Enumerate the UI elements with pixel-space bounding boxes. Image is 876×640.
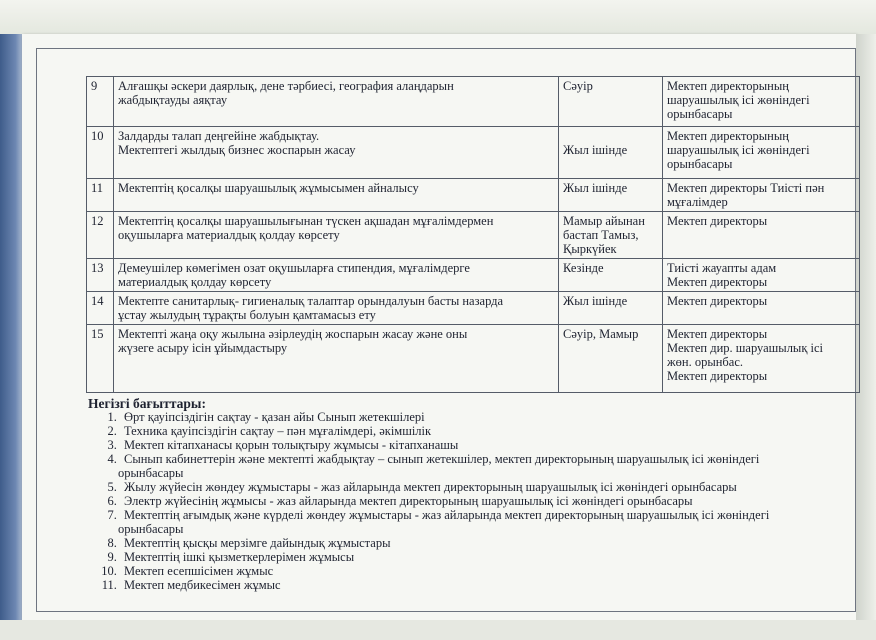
table-row (87, 179, 860, 212)
responsible-cell-line: Мектеп директоры (667, 327, 768, 341)
responsible-cell-line: Мектеп директорының (667, 129, 789, 143)
task-cell-line: Мектептің қосалқы шаруашылығынан түскен ақшадан мұғалімдермен (118, 214, 494, 228)
direction-item (120, 452, 876, 480)
direction-item (120, 410, 876, 424)
row-number: 9 (87, 77, 114, 127)
responsible-cell-line: мұғалімдер (667, 195, 728, 209)
direction-text: 5. Жылу жүйесін жөндеу жұмыстары - жаз айларында мектеп директорының шаруашылық ісі жөніндегі орынбасары (124, 480, 737, 494)
deadline-cell-line: Сәуір (563, 79, 593, 93)
deadline-cell-line: Қыркүйек (563, 242, 617, 256)
responsible-cell (663, 179, 860, 212)
deadline-cell-line: Жыл ішінде (563, 143, 628, 157)
task-cell-line: Алғашқы әскери даярлық, дене тәрбиесі, география алаңдарын (118, 79, 454, 93)
direction-item (120, 536, 876, 550)
direction-text: 9. Мектептің ішкі қызметкерлерімен жұмысы (124, 550, 355, 564)
task-cell (114, 212, 559, 259)
deadline-cell-line: бастап Тамыз, (563, 228, 639, 242)
direction-item (120, 564, 876, 578)
row-number: 11 (87, 179, 114, 212)
deadline-cell (559, 325, 663, 393)
direction-item (120, 508, 876, 536)
deadline-cell-line: Сәуір, Мамыр (563, 327, 639, 341)
row-number: 10 (87, 127, 114, 179)
directions-list (90, 410, 876, 592)
table-row (87, 325, 860, 393)
deadline-cell (559, 259, 663, 292)
deadline-cell-line: Жыл ішінде (563, 294, 628, 308)
task-cell (114, 325, 559, 393)
responsible-cell-line: Мектеп дир. шаруашылық ісі (667, 341, 824, 355)
responsible-cell-line: шаруашылық ісі жөніндегі (667, 93, 810, 107)
responsible-cell (663, 77, 860, 127)
responsible-cell (663, 325, 860, 393)
direction-item (120, 424, 876, 438)
task-cell-line: Залдарды талап деңгейіне жабдықтау. (118, 129, 320, 143)
responsible-cell-line: Мектеп директорының (667, 79, 789, 93)
responsible-cell (663, 292, 860, 325)
responsible-cell-line: орынбасары (667, 107, 733, 121)
direction-text: орынбасары (118, 522, 184, 536)
deadline-cell (559, 77, 663, 127)
direction-item (120, 480, 876, 494)
responsible-cell (663, 259, 860, 292)
responsible-cell-line: Мектеп директоры (667, 369, 768, 383)
deadline-cell (559, 292, 663, 325)
direction-text: 2. Техника қауіпсіздігін сақтау – пән мұғалімдері, әкімшілік (124, 424, 432, 438)
task-cell (114, 259, 559, 292)
task-cell (114, 77, 559, 127)
deadline-cell-line: Мамыр айынан (563, 214, 645, 228)
direction-item (120, 550, 876, 564)
row-number: 14 (87, 292, 114, 325)
responsible-cell-line: Мектеп директоры (667, 214, 768, 228)
row-number: 12 (87, 212, 114, 259)
task-cell-line: Мектепті жаңа оқу жылына әзірлеудің жоспарын жасау және оны (118, 327, 468, 341)
direction-text: 11. Мектеп медбикесімен жұмыс (124, 578, 281, 592)
deadline-cell (559, 179, 663, 212)
row-number: 15 (87, 325, 114, 393)
direction-text: 4. Сынып кабинеттерін және мектепті жабдықтау – сынып жетекшілер, мектеп директорының шаруашылық ісі жөніндегі (124, 452, 760, 466)
work-plan-table (86, 76, 860, 393)
task-cell-line: Мектептің қосалқы шаруашылық жұмысымен айналысу (118, 181, 419, 195)
task-cell-line: материалдық қолдау көрсету (118, 275, 272, 289)
task-cell-line: Мектептегі жылдық бизнес жоспарын жасау (118, 143, 356, 157)
responsible-cell (663, 127, 860, 179)
table-row (87, 127, 860, 179)
scan-background-bottom (0, 620, 876, 640)
direction-item (120, 578, 876, 592)
task-cell-line: оқушыларға материалдық қолдау көрсету (118, 228, 340, 242)
responsible-cell-line: орынбасары (667, 157, 733, 171)
direction-text: 1. Өрт қауіпсіздігін сақтау - қазан айы Сынып жетекшілері (124, 410, 425, 424)
table-row (87, 292, 860, 325)
direction-text: 7. Мектептің ағымдық және күрделі жөндеу жұмыстары - жаз айларында мектеп директорының шаруашылық ісі жөніндегі (124, 508, 770, 522)
responsible-cell-line: Мектеп директоры (667, 275, 768, 289)
table-row (87, 77, 860, 127)
task-cell-line: жүзеге асыру ісін ұйымдастыру (118, 341, 288, 355)
deadline-cell-line: Жыл ішінде (563, 181, 628, 195)
responsible-cell (663, 212, 860, 259)
direction-text: 10. Мектеп есепшісімен жұмыс (124, 564, 274, 578)
task-cell-line: жабдықтауды аяқтау (118, 93, 228, 107)
task-cell-line: Демеушілер көмегімен озат оқушыларға стипендия, мұғалімдерге (118, 261, 470, 275)
responsible-cell-line: Тиісті жауапты адам (667, 261, 777, 275)
direction-text: 8. Мектептің қысқы мерзімге дайындық жұмыстары (124, 536, 391, 550)
scan-background-top (0, 0, 876, 34)
responsible-cell-line: жөн. орынбас. (667, 355, 743, 369)
task-cell (114, 127, 559, 179)
responsible-cell-line: Мектеп директоры (667, 294, 768, 308)
directions-heading: Негізгі бағыттары: (88, 396, 206, 411)
direction-text: орынбасары (118, 466, 184, 480)
task-cell-line: Мектепте санитарлық- гигиеналық талаптар орындалуын басты назарда (118, 294, 504, 308)
row-number: 13 (87, 259, 114, 292)
direction-item (120, 438, 876, 452)
table-row (87, 259, 860, 292)
deadline-cell (559, 127, 663, 179)
responsible-cell-line: Мектеп директоры Тиісті пән (667, 181, 825, 195)
deadline-cell-line: Кезінде (563, 261, 604, 275)
deadline-cell-line (563, 129, 658, 143)
direction-text: 3. Мектеп кітапханасы қорын толықтыру жұмысы - кітапханашы (124, 438, 459, 452)
task-cell (114, 179, 559, 212)
deadline-cell (559, 212, 663, 259)
task-cell-line: ұстау жылудың тұрақты болуын қамтамасыз ету (118, 308, 376, 322)
responsible-cell-line: шаруашылық ісі жөніндегі (667, 143, 810, 157)
direction-item (120, 494, 876, 508)
table-row (87, 212, 860, 259)
direction-text: 6. Электр жүйесінің жұмысы - жаз айларында мектеп директорының шаруашылық ісі жөніндегі орынбасары (124, 494, 693, 508)
task-cell (114, 292, 559, 325)
